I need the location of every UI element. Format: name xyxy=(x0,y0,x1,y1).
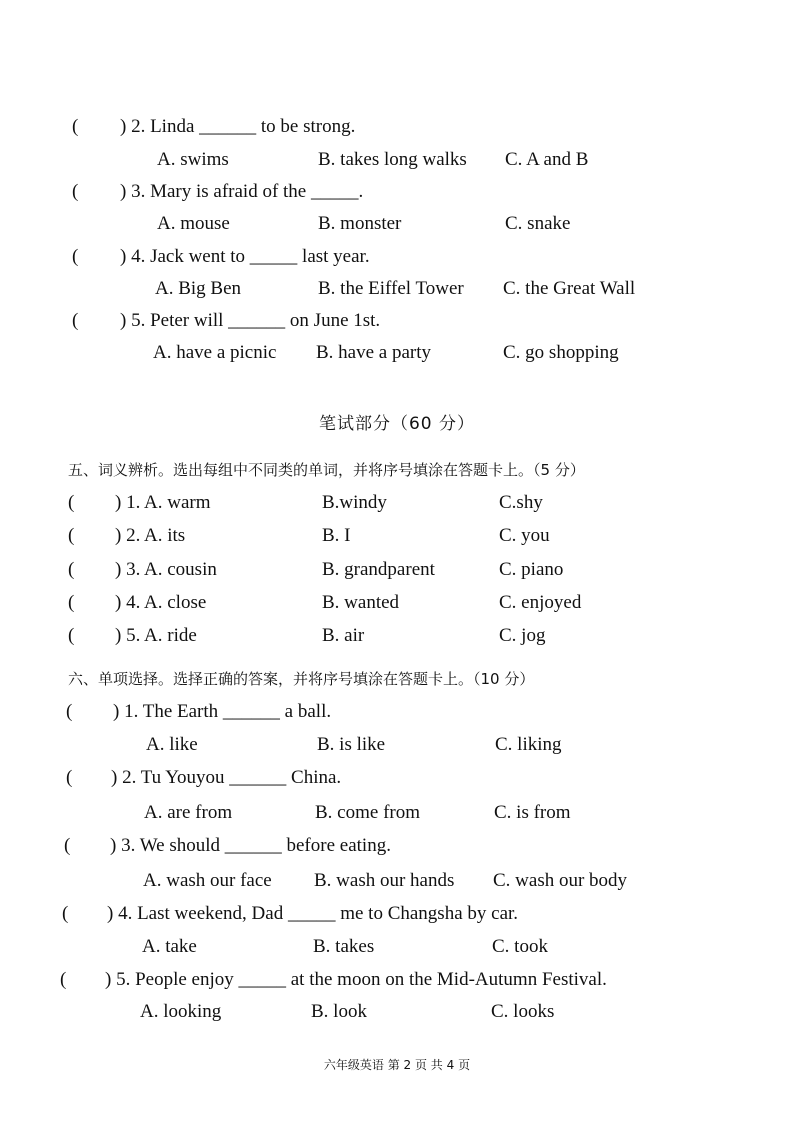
option-a: ) 1. A. warm xyxy=(115,492,211,513)
question-stem: ) 3. Mary is afraid of the _____. xyxy=(120,181,364,202)
option-b: B. have a party xyxy=(316,342,432,363)
option-c: C. took xyxy=(492,936,548,957)
option-a: A. like xyxy=(146,734,198,755)
question-stem: ) 5. Peter will ______ on June 1st. xyxy=(120,310,381,331)
option-c: C. is from xyxy=(494,802,571,823)
option-b: B. look xyxy=(311,1001,367,1022)
option-b: B. air xyxy=(322,625,365,646)
question-paren: ( xyxy=(62,903,69,924)
row-paren: ( xyxy=(68,492,75,513)
option-b: B. the Eiffel Tower xyxy=(318,278,464,299)
question-paren: ( xyxy=(60,969,67,990)
section-6-title: 六、单项选择。选择正确的答案，并将序号填涂在答题卡上。（10 分） xyxy=(68,670,535,688)
question-paren: ( xyxy=(66,701,73,722)
option-b: B. wash our hands xyxy=(314,870,455,891)
option-a: ) 3. A. cousin xyxy=(115,559,217,580)
option-c: C. A and B xyxy=(505,149,589,170)
question-paren: ( xyxy=(72,181,79,202)
row-paren: ( xyxy=(68,525,75,546)
option-c: C. jog xyxy=(499,625,546,646)
row-paren: ( xyxy=(68,559,75,580)
question-paren: ( xyxy=(72,116,79,137)
option-c: C. wash our body xyxy=(493,870,628,891)
option-c: C. go shopping xyxy=(503,342,619,363)
option-b: B. come from xyxy=(315,802,421,823)
option-b: B. grandparent xyxy=(322,559,435,580)
option-a: ) 2. A. its xyxy=(115,525,186,546)
question-paren: ( xyxy=(72,310,79,331)
question-stem: ) 4. Jack went to _____ last year. xyxy=(120,246,370,267)
row-paren: ( xyxy=(68,625,75,646)
option-a: A. looking xyxy=(140,1001,222,1022)
question-stem: ) 4. Last weekend, Dad _____ me to Changsha by car. xyxy=(107,903,519,924)
option-c: C. you xyxy=(499,525,550,546)
section-5-title: 五、词义辨析。选出每组中不同类的单词，并将序号填涂在答题卡上。（5 分） xyxy=(68,461,585,479)
option-c: C. piano xyxy=(499,559,564,580)
question-stem: ) 2. Linda ______ to be strong. xyxy=(120,116,356,137)
option-c: C. enjoyed xyxy=(499,592,582,613)
option-b: B. wanted xyxy=(322,592,400,613)
option-c: C.shy xyxy=(499,492,543,513)
option-c: C. looks xyxy=(491,1001,555,1022)
row-paren: ( xyxy=(68,592,75,613)
question-stem: ) 2. Tu Youyou ______ China. xyxy=(111,767,342,788)
question-paren: ( xyxy=(64,835,71,856)
option-b: B. I xyxy=(322,525,351,546)
option-b: B. is like xyxy=(317,734,386,755)
written-part-heading: 笔试部分（60 分） xyxy=(318,414,476,434)
option-a: A. swims xyxy=(157,149,229,170)
page-footer: 六年级英语 第 2 页 共 4 页 xyxy=(323,1058,471,1072)
option-a: A. have a picnic xyxy=(153,342,277,363)
option-a: A. take xyxy=(142,936,197,957)
option-a: ) 4. A. close xyxy=(115,592,207,613)
option-a: A. are from xyxy=(144,802,233,823)
option-b: B. takes long walks xyxy=(318,149,467,170)
question-stem: ) 3. We should ______ before eating. xyxy=(110,835,391,856)
option-b: B.windy xyxy=(322,492,387,513)
option-c: C. snake xyxy=(505,213,571,234)
option-c: C. the Great Wall xyxy=(503,278,636,299)
question-paren: ( xyxy=(66,767,73,788)
option-b: B. monster xyxy=(318,213,402,234)
option-a: A. mouse xyxy=(157,213,230,234)
option-c: C. liking xyxy=(495,734,562,755)
option-b: B. takes xyxy=(313,936,375,957)
option-a: A. Big Ben xyxy=(155,278,242,299)
option-a: A. wash our face xyxy=(143,870,272,891)
question-paren: ( xyxy=(72,246,79,267)
question-stem: ) 1. The Earth ______ a ball. xyxy=(113,701,332,722)
option-a: ) 5. A. ride xyxy=(115,625,197,646)
question-stem: ) 5. People enjoy _____ at the moon on the Mid-Autumn Festival. xyxy=(105,969,607,990)
